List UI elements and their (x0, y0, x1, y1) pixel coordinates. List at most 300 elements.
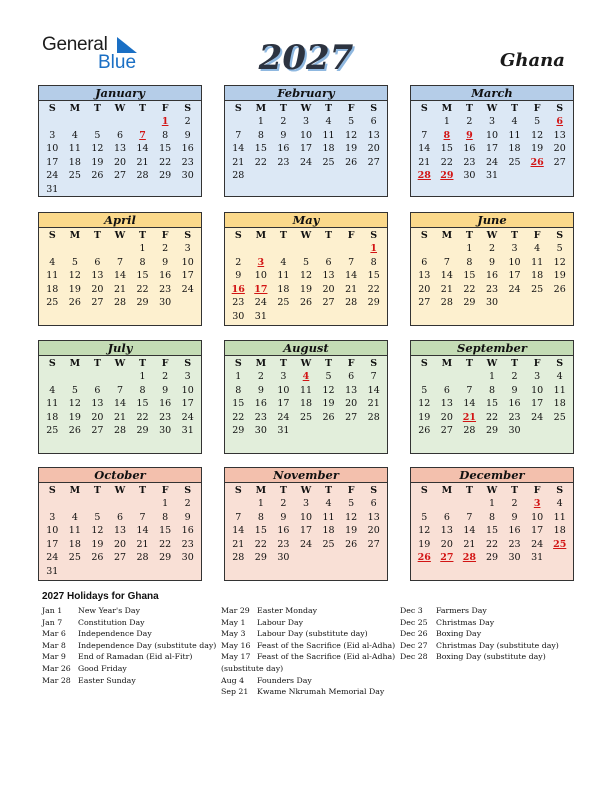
empty-cell (109, 370, 132, 384)
month-august (224, 340, 388, 454)
weekday-label: S (234, 103, 242, 114)
day-cell: 7 (443, 256, 450, 268)
holiday-day-cell: 29 (440, 170, 454, 182)
day-cell: 29 (485, 425, 499, 437)
holiday-row (221, 628, 395, 640)
weekday-label: M (255, 230, 267, 241)
day-cell: 9 (511, 384, 518, 396)
day-cell: 24 (46, 552, 59, 564)
day-cell: 10 (299, 511, 313, 523)
day-cell: 7 (235, 129, 242, 141)
day-cell: 22 (485, 538, 499, 550)
month-title: April (39, 213, 201, 228)
day-cell: 19 (322, 398, 335, 410)
day-cell: 29 (159, 552, 172, 564)
day-cell: 15 (159, 143, 172, 155)
month-grid (225, 228, 387, 324)
day-cell: 25 (508, 156, 521, 168)
holiday-date: Mar 6 (42, 629, 66, 639)
weekday-label: F (533, 485, 541, 496)
holiday-row (221, 686, 395, 698)
day-cell: 14 (367, 384, 380, 396)
holiday-name: (substitute day) (221, 663, 284, 673)
holiday-name: Boxing Day (substitute day) (436, 652, 546, 662)
day-cell: 23 (254, 411, 267, 423)
day-cell: 31 (46, 565, 59, 577)
weekday-label: S (184, 358, 192, 369)
weekday-label: T (465, 230, 473, 241)
day-cell: 12 (345, 129, 358, 141)
weekday-label: M (255, 485, 267, 496)
day-cell: 29 (159, 170, 172, 182)
day-cell: 2 (280, 116, 287, 127)
weekday-label: M (69, 103, 81, 114)
holiday-row (221, 640, 395, 652)
day-cell: 30 (159, 425, 172, 437)
day-cell: 8 (235, 384, 242, 396)
holiday-day-cell: 26 (417, 552, 431, 564)
day-cell: 1 (488, 498, 496, 509)
day-cell: 1 (257, 498, 264, 509)
empty-cell (413, 370, 436, 384)
day-cell: 22 (159, 538, 172, 550)
day-cell: 15 (254, 525, 267, 537)
day-cell: 17 (508, 270, 521, 282)
day-cell: 20 (91, 283, 104, 295)
day-cell: 25 (46, 425, 59, 437)
day-cell: 12 (91, 525, 104, 537)
day-cell: 19 (68, 283, 81, 295)
day-cell: 18 (68, 156, 81, 168)
holiday-date: Mar 8 (42, 640, 66, 650)
holiday-date: Sep 21 (221, 687, 249, 697)
empty-cell (109, 115, 132, 129)
holiday-row (221, 605, 395, 617)
day-cell: 18 (553, 398, 566, 410)
day-cell: 22 (367, 283, 380, 295)
day-cell: 2 (511, 371, 518, 382)
day-cell: 31 (254, 310, 267, 322)
day-cell: 22 (232, 411, 245, 423)
weekday-label: F (347, 358, 355, 369)
empty-cell (317, 242, 340, 256)
day-cell: 30 (159, 297, 172, 309)
weekday-label: W (114, 230, 126, 241)
day-cell: 30 (181, 170, 194, 182)
day-cell: 30 (508, 552, 521, 564)
month-grid (225, 483, 387, 565)
day-cell: 30 (232, 310, 245, 322)
month-may (224, 212, 388, 326)
month-title: January (39, 86, 201, 101)
empty-cell (227, 242, 250, 256)
day-cell: 21 (345, 283, 358, 295)
day-cell: 14 (232, 525, 245, 537)
day-cell: 25 (531, 283, 544, 295)
day-cell: 22 (440, 156, 453, 168)
holiday-name: Labour Day (substitute day) (257, 629, 368, 639)
empty-cell (64, 115, 87, 129)
day-cell: 5 (556, 243, 563, 254)
holiday-day-cell: 27 (440, 552, 454, 564)
weekday-label: S (556, 485, 564, 496)
weekday-label: M (255, 103, 267, 114)
day-cell: 18 (277, 283, 290, 295)
holiday-row (42, 675, 216, 687)
empty-cell (458, 497, 481, 511)
weekday-label: M (69, 230, 81, 241)
weekday-label: T (511, 358, 519, 369)
day-cell: 27 (322, 297, 335, 309)
empty-cell (86, 115, 109, 129)
weekday-label: W (486, 358, 498, 369)
day-cell: 19 (418, 538, 431, 550)
day-cell: 18 (553, 525, 566, 537)
day-cell: 19 (68, 411, 81, 423)
day-cell: 4 (534, 243, 541, 254)
day-cell: 13 (322, 270, 335, 282)
day-cell: 8 (257, 511, 264, 523)
weekday-label: T (325, 485, 333, 496)
day-cell: 11 (553, 511, 566, 523)
day-cell: 5 (348, 498, 355, 509)
day-cell: 7 (235, 511, 242, 523)
holiday-day-cell: 25 (553, 538, 567, 550)
day-cell: 13 (113, 143, 127, 155)
holiday-date: Mar 9 (42, 652, 66, 662)
day-cell: 3 (49, 511, 56, 523)
day-cell: 4 (325, 116, 332, 127)
weekday-label: F (161, 103, 169, 114)
day-cell: 15 (367, 270, 380, 282)
month-grid (225, 356, 387, 438)
day-cell: 11 (322, 129, 335, 141)
day-cell: 10 (485, 129, 499, 141)
holiday-date: Mar 28 (42, 675, 71, 685)
day-cell: 7 (466, 384, 473, 396)
empty-cell (413, 497, 436, 511)
day-cell: 1 (235, 371, 242, 382)
holiday-date: Jan 1 (42, 606, 63, 615)
holiday-day-cell: 6 (556, 116, 564, 127)
month-title: December (411, 468, 573, 483)
holiday-name: New Year's Day (78, 606, 140, 615)
day-cell: 7 (116, 256, 124, 268)
holiday-name: Easter Monday (257, 606, 318, 615)
day-cell: 13 (553, 129, 566, 141)
weekday-label: T (325, 230, 333, 241)
day-cell: 2 (184, 116, 191, 127)
weekday-label: T (93, 485, 101, 496)
day-cell: 20 (418, 283, 431, 295)
holiday-day-cell: 8 (443, 129, 451, 141)
empty-cell (64, 242, 87, 256)
day-cell: 24 (299, 538, 313, 550)
day-cell: 17 (46, 156, 59, 168)
day-cell: 16 (508, 398, 521, 410)
day-cell: 22 (254, 156, 267, 168)
weekday-label: T (511, 103, 519, 114)
day-cell: 28 (232, 170, 245, 182)
day-cell: 8 (488, 511, 496, 523)
weekday-label: W (486, 103, 498, 114)
weekday-label: S (556, 103, 564, 114)
day-cell: 6 (370, 116, 377, 127)
day-cell: 10 (46, 143, 59, 155)
weekday-label: W (114, 103, 126, 114)
holiday-row (42, 663, 216, 675)
day-cell: 16 (463, 143, 476, 155)
day-cell: 23 (277, 538, 290, 550)
holiday-day-cell: 16 (231, 283, 245, 295)
weekday-label: M (441, 230, 453, 241)
holidays-title: 2027 Holidays for Ghana (42, 591, 159, 602)
weekday-label: W (300, 230, 312, 241)
weekday-label: T (93, 358, 101, 369)
day-cell: 17 (46, 538, 59, 550)
weekday-label: F (161, 358, 169, 369)
country-name: Ghana (500, 50, 565, 71)
day-cell: 31 (531, 552, 544, 564)
weekday-label: M (69, 358, 81, 369)
empty-cell (227, 115, 250, 129)
weekday-label: T (139, 230, 147, 241)
day-cell: 25 (68, 552, 81, 564)
holiday-column (42, 605, 216, 686)
holiday-column (221, 605, 395, 698)
holiday-name: Independence Day (78, 629, 152, 639)
month-grid (39, 483, 201, 579)
weekday-label: W (114, 485, 126, 496)
day-cell: 20 (367, 143, 380, 155)
day-cell: 17 (531, 525, 544, 537)
holiday-day-cell: 1 (161, 116, 169, 127)
day-cell: 26 (299, 297, 313, 309)
holiday-day-cell: 4 (302, 371, 310, 382)
weekday-label: F (533, 230, 541, 241)
day-cell: 1 (257, 116, 264, 127)
day-cell: 7 (466, 511, 473, 523)
month-january (38, 85, 202, 197)
day-cell: 4 (71, 511, 78, 523)
day-cell: 5 (94, 129, 101, 141)
day-cell: 18 (299, 398, 313, 410)
day-cell: 23 (181, 156, 194, 168)
day-cell: 12 (531, 129, 544, 141)
day-cell: 12 (553, 256, 566, 268)
holiday-name: Farmers Day (436, 606, 487, 615)
day-cell: 26 (418, 425, 431, 437)
day-cell: 4 (556, 498, 563, 509)
empty-cell (131, 497, 154, 511)
empty-cell (250, 242, 273, 256)
weekday-label: M (441, 358, 453, 369)
day-cell: 2 (280, 498, 287, 509)
day-cell: 9 (235, 270, 242, 282)
day-cell: 19 (345, 143, 358, 155)
day-cell: 9 (184, 129, 191, 141)
holiday-day-cell: 3 (533, 498, 541, 509)
day-cell: 25 (277, 297, 290, 309)
weekday-label: T (279, 485, 287, 496)
day-cell: 20 (322, 283, 335, 295)
day-cell: 1 (466, 243, 473, 254)
weekday-label: S (48, 485, 56, 496)
weekday-label: F (533, 103, 541, 114)
weekday-label: S (370, 103, 378, 114)
day-cell: 11 (68, 525, 81, 537)
day-cell: 25 (46, 297, 59, 309)
holiday-row (42, 640, 216, 652)
day-cell: 27 (367, 156, 380, 168)
day-cell: 15 (440, 143, 453, 155)
logo-text-blue: Blue (98, 52, 137, 73)
holiday-date: Mar 29 (221, 606, 250, 615)
empty-cell (109, 497, 132, 511)
day-cell: 22 (136, 411, 149, 423)
day-cell: 19 (531, 143, 544, 155)
day-cell: 24 (181, 411, 194, 423)
day-cell: 20 (440, 411, 453, 423)
day-cell: 19 (553, 270, 566, 282)
day-cell: 19 (345, 525, 358, 537)
day-cell: 24 (531, 538, 544, 550)
weekday-label: S (234, 230, 242, 241)
day-cell: 27 (418, 297, 431, 309)
holiday-day-cell: 3 (257, 256, 265, 268)
day-cell: 10 (46, 525, 59, 537)
month-grid (411, 483, 573, 565)
holiday-day-cell: 1 (370, 243, 378, 254)
day-cell: 29 (485, 552, 499, 564)
empty-cell (41, 370, 64, 384)
holiday-date: Dec 25 (400, 617, 428, 627)
day-cell: 23 (232, 297, 245, 309)
day-cell: 23 (159, 411, 172, 423)
day-cell: 24 (254, 297, 267, 309)
day-cell: 7 (139, 511, 146, 523)
day-cell: 28 (232, 552, 245, 564)
day-cell: 20 (440, 538, 453, 550)
day-cell: 30 (463, 170, 476, 182)
day-cell: 20 (345, 398, 358, 410)
day-cell: 1 (139, 371, 146, 382)
holiday-row (221, 651, 395, 663)
month-title: May (225, 213, 387, 228)
holiday-row (400, 628, 559, 640)
day-cell: 29 (232, 425, 245, 437)
empty-cell (227, 497, 250, 511)
day-cell: 16 (159, 270, 172, 282)
day-cell: 9 (184, 511, 191, 523)
month-november (224, 467, 388, 581)
empty-cell (41, 242, 64, 256)
empty-cell (436, 370, 459, 384)
day-cell: 26 (322, 411, 335, 423)
month-grid (411, 101, 573, 183)
month-february (224, 85, 388, 197)
weekday-label: T (511, 230, 519, 241)
day-cell: 29 (254, 552, 267, 564)
day-cell: 31 (277, 425, 290, 437)
day-cell: 23 (277, 156, 290, 168)
day-cell: 29 (136, 297, 149, 309)
day-cell: 22 (463, 283, 476, 295)
holiday-name: Christmas Day (substitute day) (436, 640, 559, 650)
day-cell: 11 (322, 511, 335, 523)
logo-text-general: General (42, 34, 108, 55)
day-cell: 6 (421, 256, 428, 268)
day-cell: 6 (443, 511, 450, 523)
day-cell: 8 (466, 256, 473, 268)
day-cell: 18 (46, 411, 59, 423)
holiday-date: Dec 28 (400, 652, 428, 662)
weekday-label: S (420, 230, 428, 241)
day-cell: 25 (299, 411, 313, 423)
day-cell: 3 (302, 498, 310, 509)
day-cell: 25 (553, 411, 566, 423)
empty-cell (86, 370, 109, 384)
day-cell: 19 (418, 411, 431, 423)
day-cell: 1 (162, 498, 169, 509)
day-cell: 13 (418, 270, 431, 282)
day-cell: 4 (71, 129, 78, 141)
day-cell: 20 (113, 156, 127, 168)
day-cell: 9 (511, 511, 518, 523)
day-cell: 15 (254, 143, 267, 155)
empty-cell (86, 497, 109, 511)
day-cell: 13 (91, 270, 104, 282)
holiday-name: Labour Day (257, 617, 304, 627)
day-cell: 3 (488, 116, 496, 127)
month-title: October (39, 468, 201, 483)
day-cell: 11 (508, 129, 521, 141)
empty-cell (41, 497, 64, 511)
day-cell: 15 (485, 525, 499, 537)
weekday-label: S (234, 358, 242, 369)
day-cell: 2 (235, 256, 242, 268)
day-cell: 26 (68, 425, 81, 437)
day-cell: 14 (113, 270, 127, 282)
day-cell: 17 (181, 398, 194, 410)
day-cell: 16 (277, 143, 290, 155)
day-cell: 18 (531, 270, 544, 282)
holiday-date: Mar 26 (42, 663, 71, 673)
day-cell: 5 (71, 384, 78, 396)
day-cell: 21 (440, 283, 453, 295)
day-cell: 2 (488, 243, 496, 254)
day-cell: 23 (508, 411, 521, 423)
day-cell: 18 (68, 538, 81, 550)
calendar-year: 2027 (258, 38, 354, 78)
day-cell: 2 (466, 116, 473, 127)
day-cell: 7 (370, 371, 377, 382)
day-cell: 31 (181, 425, 194, 437)
day-cell: 26 (345, 156, 358, 168)
day-cell: 11 (46, 270, 59, 282)
weekday-label: S (420, 358, 428, 369)
day-cell: 8 (257, 129, 264, 141)
day-cell: 8 (162, 511, 169, 523)
day-cell: 11 (46, 398, 59, 410)
weekday-label: F (347, 230, 355, 241)
day-cell: 21 (418, 156, 431, 168)
day-cell: 27 (113, 170, 127, 182)
day-cell: 14 (232, 143, 245, 155)
brand-logo (42, 34, 142, 74)
day-cell: 5 (421, 511, 428, 523)
weekday-label: W (300, 103, 312, 114)
